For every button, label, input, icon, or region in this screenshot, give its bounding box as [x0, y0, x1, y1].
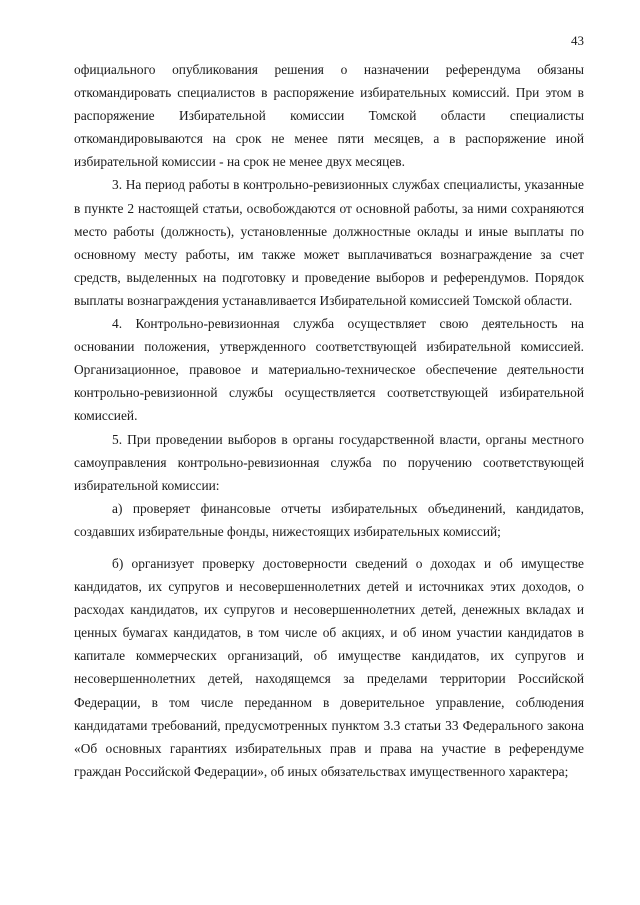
paragraph-subitem-a: а) проверяет финансовые отчеты избирательных объединений, кандидатов, создавших избирательные фонды, нижестоящих избирательных комиссий;	[74, 500, 584, 539]
document-body	[74, 58, 584, 783]
paragraph-item-5: 5. При проведении выборов в органы государственной власти, органы местного самоуправления контрольно-ревизионная служба по поручению соответствующей избирательной комиссии:	[74, 431, 584, 493]
paragraph-item-4: 4. Контрольно-ревизионная служба осуществляет свою деятельность на основании положения, утвержденного соответствующей избирательной комиссией. Организационное, правовое и материально-техническое обеспечение деятельности контрольно-ревизионной службы осуществляется соответствующей избирательной комиссией.	[74, 316, 584, 424]
paragraph-continuation: официального опубликования решения о назначении референдума обязаны откомандировать специалистов в распоряжение избирательных комиссий. При этом в распоряжение Избирательной комиссии Томской области специалисты откомандировываются на срок не менее пяти месяцев, а в распоряжение иной избирательной комиссии - на срок не менее двух месяцев.	[74, 62, 584, 170]
paragraph-item-3: 3. На период работы в контрольно-ревизионных службах специалисты, указанные в пункте 2 настоящей статьи, освобождаются от основной работы, за ними сохраняются место работы (должность), установленные должностные оклады и иные выплаты по основному месту работы, им также может выплачиваться вознаграждение за счет средств, выделенных на подготовку и проведение выборов и референдумов. Порядок выплаты вознаграждения устанавливается Избирательной комиссией Томской области.	[74, 177, 584, 308]
page-number: 43	[571, 33, 584, 48]
paragraph-subitem-b: б) организует проверку достоверности сведений о доходах и об имуществе кандидатов, их супругов и несовершеннолетних детей и источниках этих доходов, о расходах кандидатов, их супругов и несовершеннолетних детей, денежных вкладах и ценных бумагах кандидатов, в том числе об акциях, и об ином участии кандидатов в капитале коммерческих организаций, об имуществе кандидатов, их супругов и несовершеннолетних детей, находящемся за пределами территории Российской Федерации, в том числе переданном в доверительное управление, соблюдения кандидатами требований, предусмотренных пунктом 3.3 статьи 33 Федерального закона «Об основных гарантиях избирательных прав и права на участие в референдуме граждан Российской Федерации», об иных обязательствах имущественного характера;	[74, 555, 584, 779]
